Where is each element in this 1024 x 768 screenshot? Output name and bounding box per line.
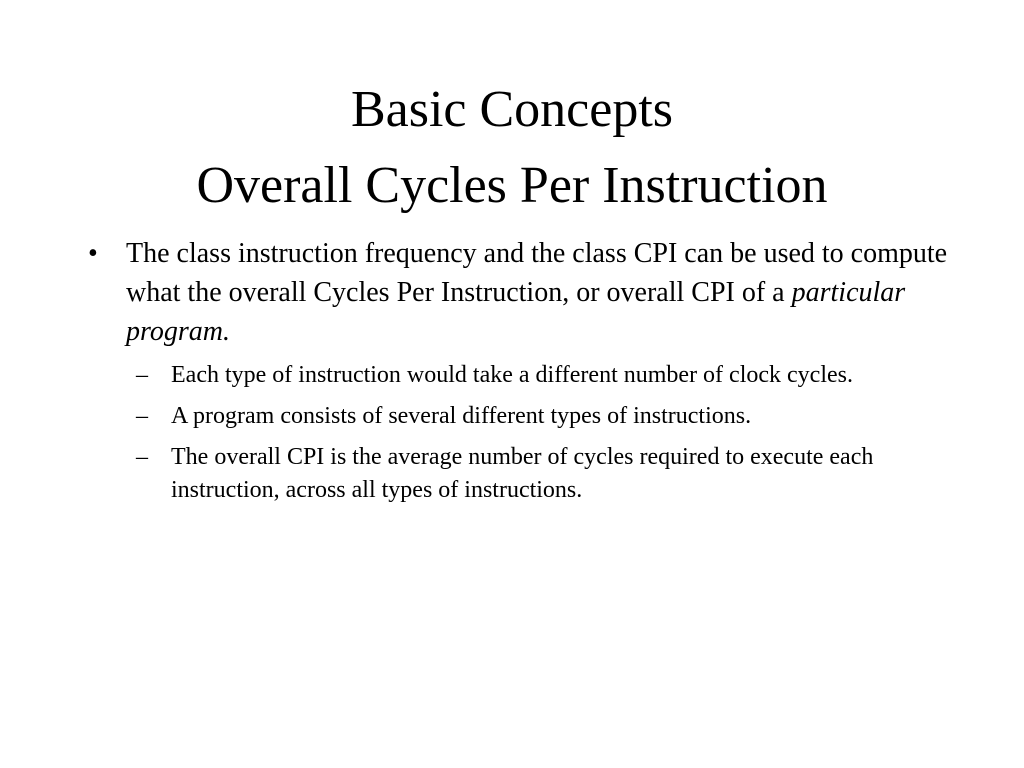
title-line-2: Overall Cycles Per Instruction: [196, 156, 828, 214]
sub-bullet-text: Each type of instruction would take a different number of clock cycles.: [171, 362, 853, 388]
sub-bullet-item: [126, 359, 958, 392]
dash-marker: –: [136, 403, 148, 429]
slide-body: [88, 234, 958, 515]
slide-title: [0, 72, 1024, 224]
bullet-item: [88, 234, 958, 351]
bullet-text: The class instruction frequency and the class CPI can be used to compute what the overall Cycles Per Instruction, or overall CPI of a: [126, 238, 948, 308]
sub-bullet-list: [88, 359, 958, 507]
bullet-marker: •: [88, 238, 98, 269]
bullet-text-italic: particular program.: [126, 277, 906, 347]
dash-marker: –: [136, 444, 148, 470]
sub-bullet-item: [126, 400, 958, 433]
sub-bullet-text: The overall CPI is the average number of cycles required to execute each instruction, across all types of instructions.: [171, 444, 874, 503]
title-line-1: Basic Concepts: [350, 81, 674, 138]
sub-bullet-text: A program consists of several different types of instructions.: [171, 403, 752, 429]
sub-bullet-item: [126, 441, 958, 507]
dash-marker: –: [136, 362, 148, 388]
